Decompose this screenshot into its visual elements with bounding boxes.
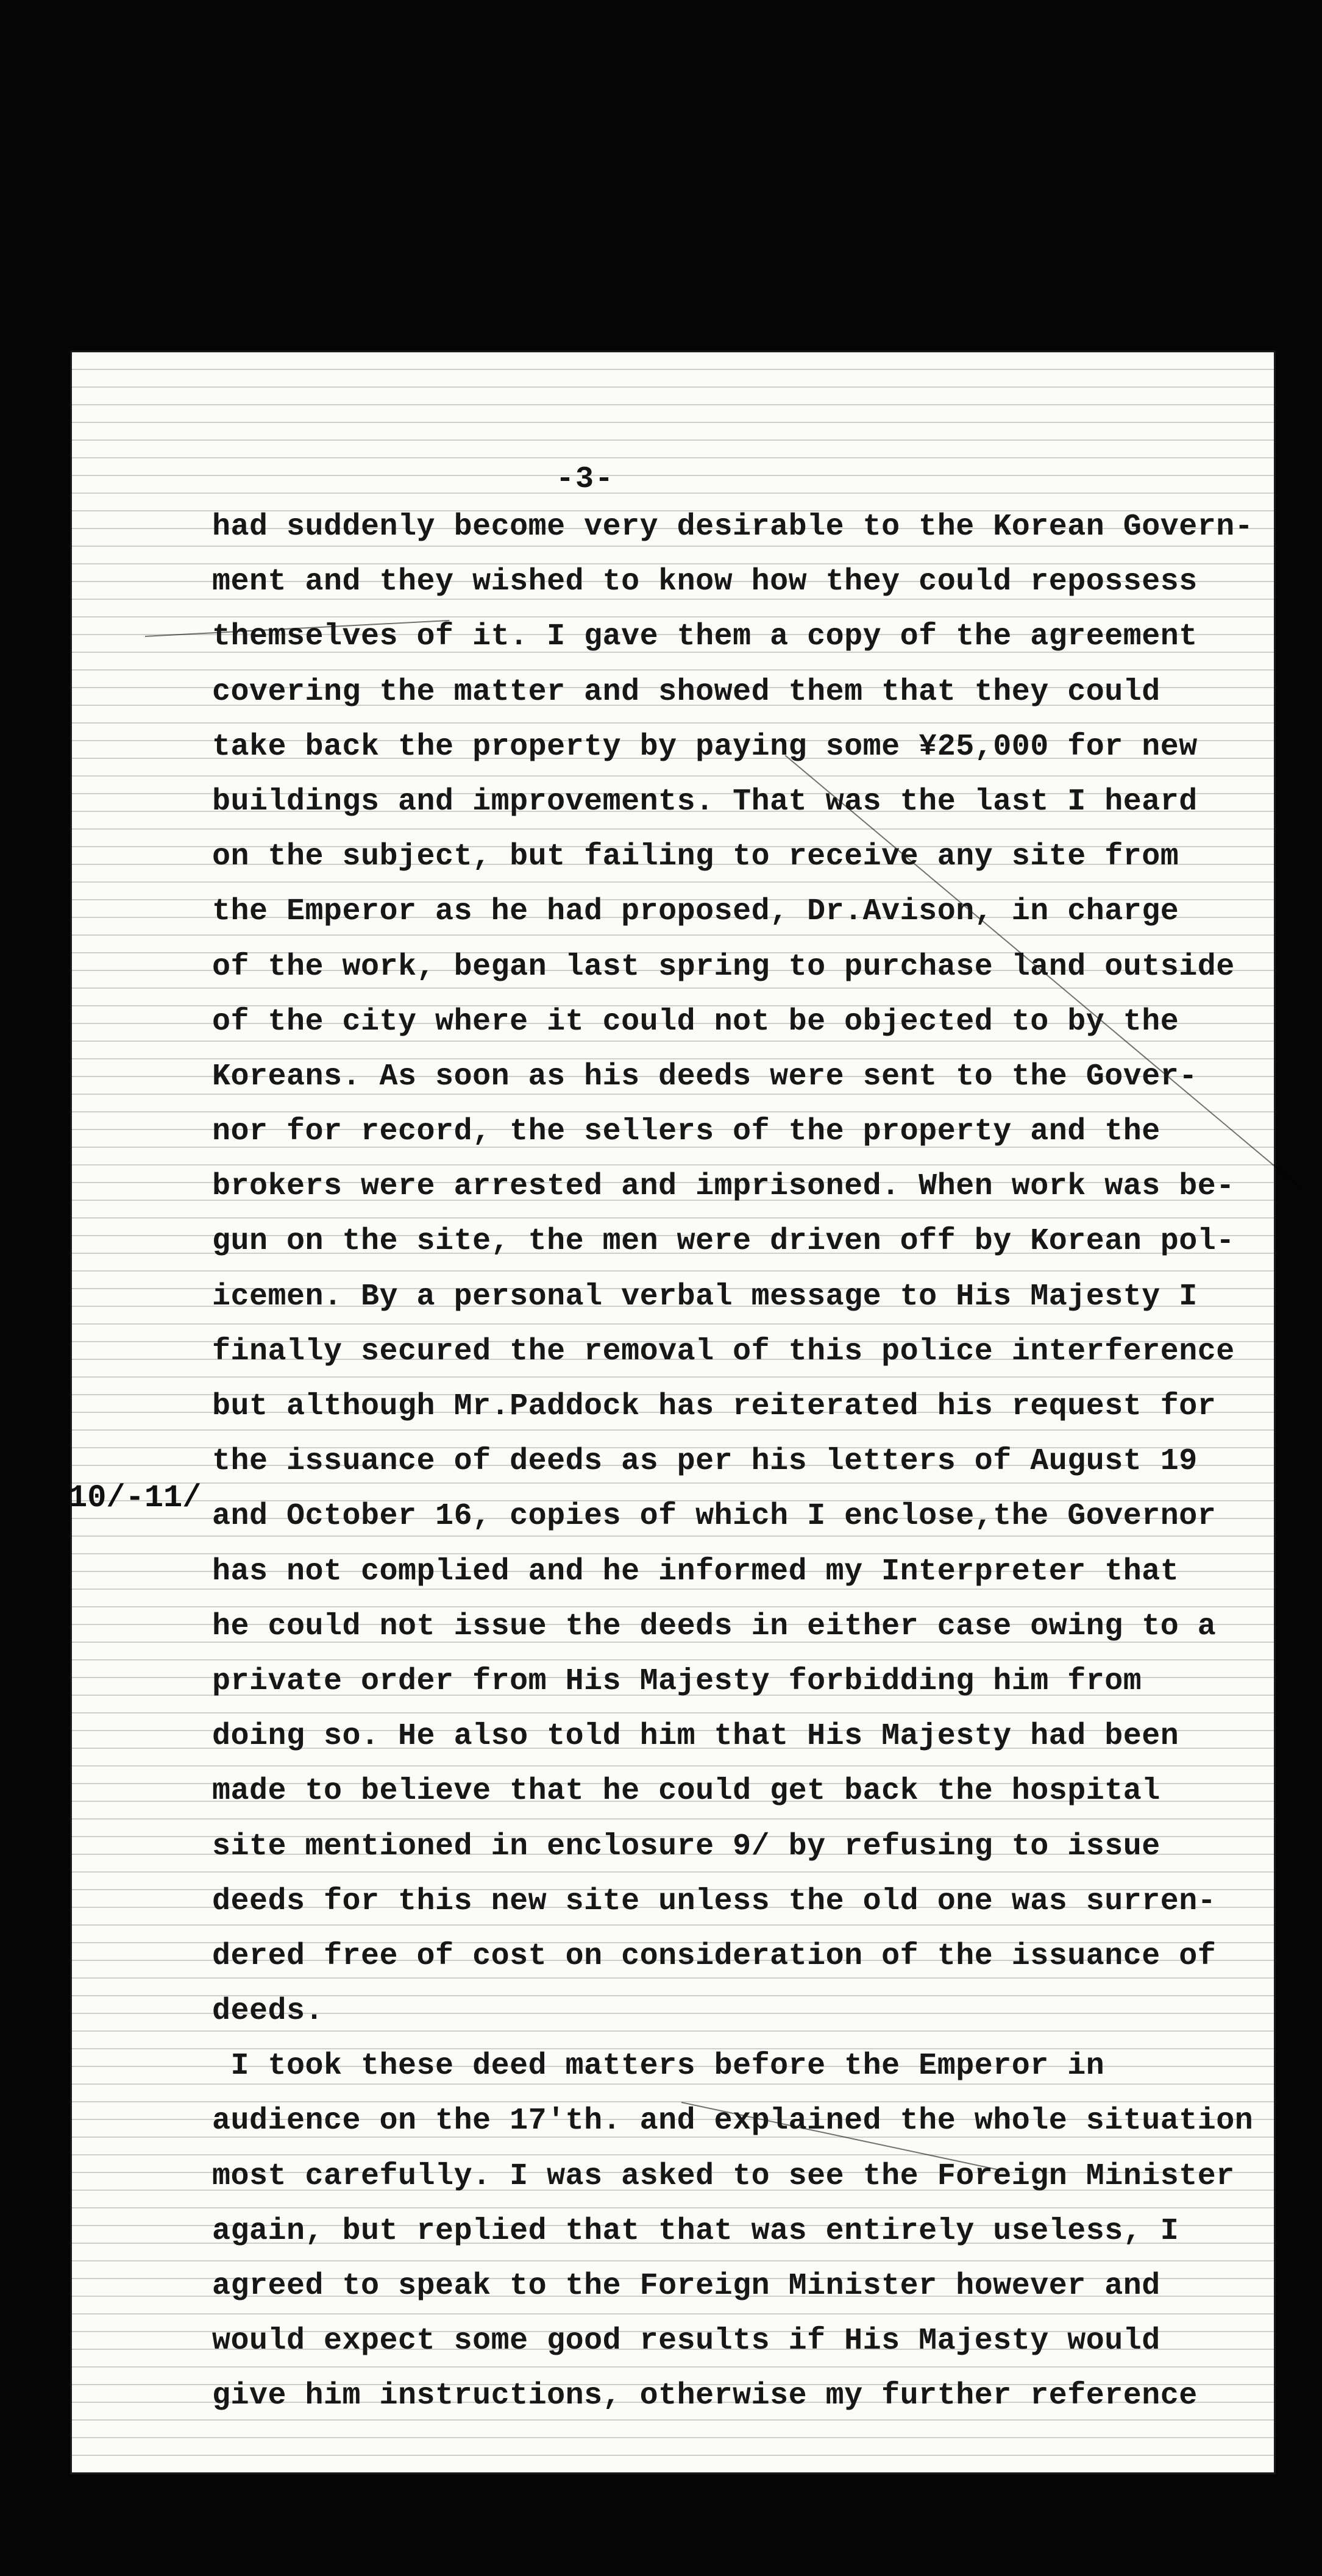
text-line: audience on the 17'th. and explained the whole situation: [212, 2104, 1254, 2139]
text-line: private order from His Majesty forbidding him from: [212, 1663, 1142, 1699]
text-line: ment and they wished to know how they could repossess: [212, 564, 1198, 600]
text-line: had suddenly become very desirable to the Korean Govern-: [212, 510, 1254, 544]
text-line: buildings and improvements. That was the last I heard: [212, 784, 1198, 819]
text-line: doing so. He also told him that His Majesty had been: [212, 1719, 1179, 1754]
text-line: and October 16, copies of which I enclose,the Governor: [212, 1499, 1217, 1534]
text-line: covering the matter and showed them that they could: [212, 674, 1160, 710]
page-number: -3-: [555, 462, 614, 497]
text-line: site mentioned in enclosure 9/ by refusing to issue: [212, 1829, 1160, 1864]
text-line: finally secured the removal of this police interference: [212, 1334, 1235, 1369]
text-line: but although Mr.Paddock has reiterated his request for: [212, 1389, 1217, 1424]
text-line: brokers were arrested and imprisoned. When work was be-: [212, 1169, 1235, 1204]
text-line: the issuance of deeds as per his letters of August 19: [212, 1444, 1198, 1479]
text-line: nor for record, the sellers of the property and the: [212, 1114, 1160, 1150]
text-line: deeds.: [212, 1994, 324, 2029]
text-line: of the work, began last spring to purchase land outside: [212, 949, 1235, 984]
text-line: the Emperor as he had proposed, Dr.Avison, in charge: [212, 894, 1179, 930]
text-line: deeds for this new site unless the old one was surren-: [212, 1884, 1217, 1919]
text-line: of the city where it could not be objected to by the: [212, 1004, 1179, 1039]
text-line: agreed to speak to the Foreign Minister however and: [212, 2269, 1160, 2304]
text-line: icemen. By a personal verbal message to His Majesty I: [212, 1279, 1198, 1314]
text-line: Koreans. As soon as his deeds were sent to the Gover-: [212, 1059, 1198, 1094]
text-line: take back the property by paying some ¥25,000 for new: [212, 729, 1198, 764]
text-line: on the subject, but failing to receive any site from: [212, 839, 1179, 875]
text-line: I took these deed matters before the Emperor in: [212, 2049, 1105, 2084]
text-line: most carefully. I was asked to see the Foreign Minister: [212, 2158, 1235, 2194]
text-line: again, but replied that that was entirely useless, I: [212, 2213, 1179, 2249]
letter-body: [212, 500, 1260, 2424]
text-line: gun on the site, the men were driven off by Korean pol-: [212, 1224, 1235, 1259]
text-line: give him instructions, otherwise my further reference: [212, 2379, 1198, 2414]
text-line: has not complied and he informed my Interpreter that: [212, 1554, 1179, 1589]
margin-annotation: 10/-11/: [68, 1480, 202, 1516]
text-line: made to believe that he could get back the hospital: [212, 1774, 1160, 1809]
text-line: would expect some good results if His Majesty would: [212, 2324, 1160, 2359]
text-line: themselves of it. I gave them a copy of the agreement: [212, 619, 1198, 655]
text-line: he could not issue the deeds in either case owing to a: [212, 1609, 1217, 1644]
text-line: dered free of cost on consideration of the issuance of: [212, 1938, 1217, 1974]
